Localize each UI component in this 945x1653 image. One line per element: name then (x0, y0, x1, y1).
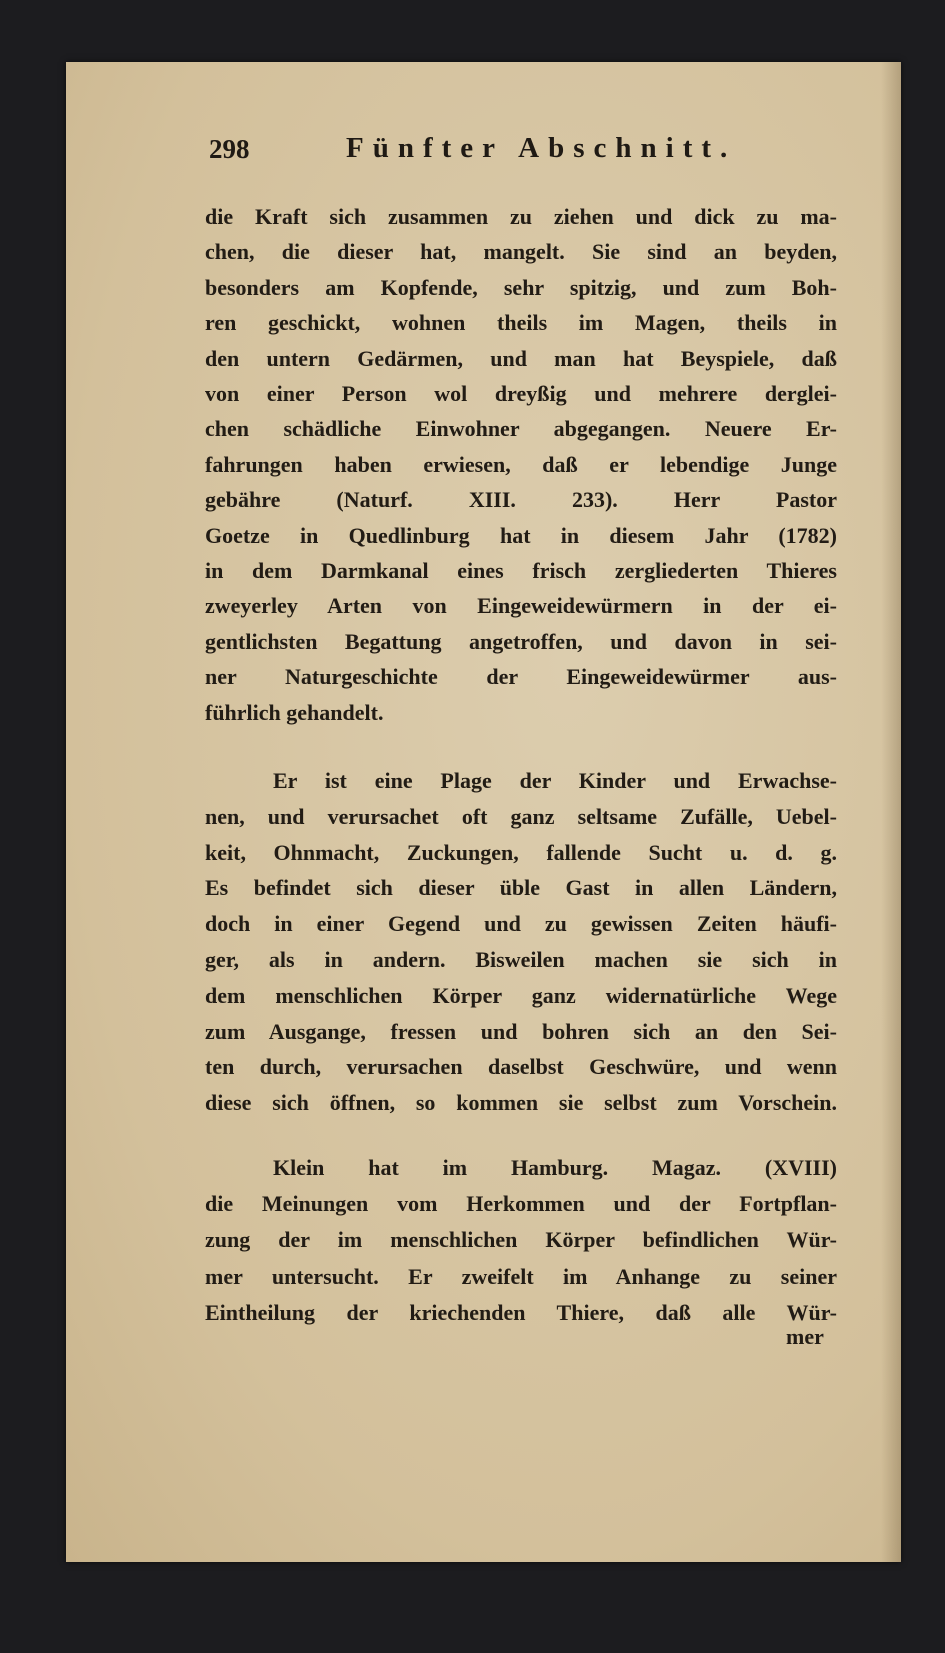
text-line: zung der im menschlichen Körper befindlichen Wür- (205, 1227, 837, 1253)
text-line: die Meinungen vom Herkommen und der Fortpflan- (205, 1191, 837, 1217)
text-line: keit, Ohnmacht, Zuckungen, fallende Sucht u. d. g. (205, 839, 837, 865)
text-line: Klein hat im Hamburg. Magaz. (XVIII) (273, 1155, 837, 1180)
text-line: chen schädliche Einwohner abgegangen. Neuere Er- (205, 416, 837, 442)
text-line: mer untersucht. Er zweifelt im Anhange zu seiner (205, 1263, 837, 1289)
text-line: die Kraft sich zusammen zu ziehen und dick zu ma- (205, 204, 837, 229)
body-text (66, 62, 901, 1562)
text-line: ten durch, verursachen daselbst Geschwüre, und wenn (205, 1054, 837, 1080)
text-line: zweyerley Arten von Eingeweidewürmern in der ei- (205, 593, 837, 619)
text-line: ner Naturgeschichte der Eingeweidewürmer aus- (205, 664, 837, 690)
text-line: doch in einer Gegend und zu gewissen Zeiten häufi- (205, 911, 837, 937)
text-line: ren geschickt, wohnen theils im Magen, theils in (205, 310, 837, 336)
text-line: Goetze in Quedlinburg hat in diesem Jahr (1782) (205, 522, 837, 548)
text-line: Es befindet sich dieser üble Gast in allen Ländern, (205, 875, 837, 901)
text-line: fahrungen haben erwiesen, daß er lebendige Junge (205, 451, 837, 477)
text-line: nen, und verursachet oft ganz seltsame Zufälle, Uebel- (205, 803, 837, 829)
text-line: ger, als in andern. Bisweilen machen sie sich in (205, 947, 837, 972)
book-page (66, 62, 901, 1562)
text-line: führlich gehandelt. (205, 699, 384, 725)
text-line: Er ist eine Plage der Kinder und Erwachse- (273, 768, 837, 793)
text-line: gentlichsten Begattung angetroffen, und davon in sei- (205, 628, 837, 654)
page-number: 298 (209, 134, 250, 164)
text-line: von einer Person wol dreyßig und mehrere derglei- (205, 381, 837, 406)
text-line: Eintheilung der kriechenden Thiere, daß alle Wür- (205, 1299, 837, 1325)
running-title: Fünfter Abschnitt. (346, 132, 737, 164)
text-line: besonders am Kopfende, sehr spitzig, und zum Boh- (205, 274, 837, 300)
text-line: dem menschlichen Körper ganz widernatürliche Wege (205, 982, 837, 1008)
text-line: in dem Darmkanal eines frisch zergliederten Thieres (205, 558, 837, 583)
text-line: chen, die dieser hat, mangelt. Sie sind an beyden, (205, 239, 837, 265)
text-line: den untern Gedärmen, und man hat Beyspiele, daß (205, 345, 837, 371)
text-line: zum Ausgange, fressen und bohren sich an den Sei- (205, 1018, 837, 1044)
text-line: gebähre (Naturf. XIII. 233). Herr Pastor (205, 487, 837, 513)
text-line: diese sich öffnen, so kommen sie selbst zum Vorschein. (205, 1090, 837, 1116)
catchword: mer (786, 1324, 824, 1349)
